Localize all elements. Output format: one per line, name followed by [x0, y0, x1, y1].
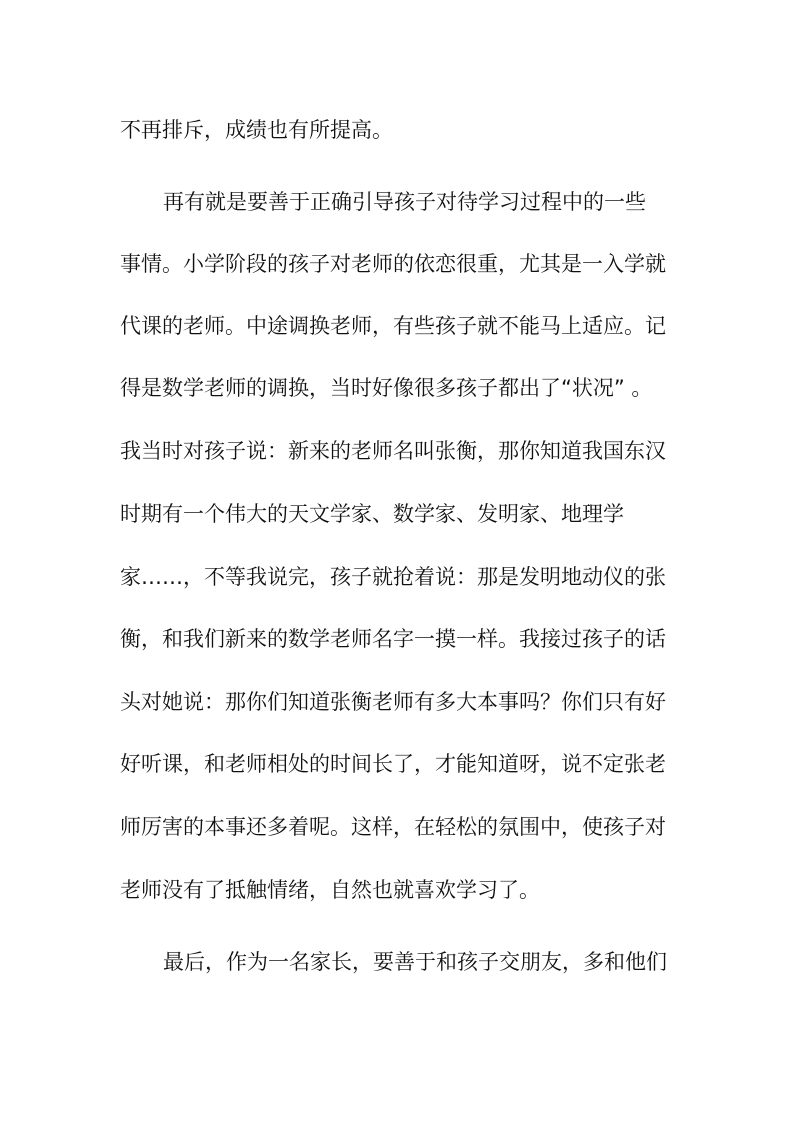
text-line: 事情。小学阶段的孩子对老师的依恋很重，尤其是一入学就	[120, 252, 666, 276]
paragraph-first-line: 再有就是要善于正确引导孩子对待学习过程中的一些	[163, 190, 646, 214]
text-line: 头对她说：那你们知道张衡老师有多大本事吗？你们只有好	[120, 690, 666, 714]
text-line: 好听课，和老师相处的时间长了，才能知道呀，说不定张老	[120, 752, 666, 776]
text-line: 老师没有了抵触情绪，自然也就喜欢学习了。	[120, 878, 540, 902]
text-line: 得是数学老师的调换，当时好像很多孩子都出了“状况” 。	[120, 376, 653, 400]
paragraph-first-line: 最后，作为一名家长，要善于和孩子交朋友，多和他们	[163, 950, 667, 974]
text-line: 师厉害的本事还多着呢。这样，在轻松的氛围中，使孩子对	[120, 815, 666, 839]
text-line: 代课的老师。中途调换老师，有些孩子就不能马上适应。记	[120, 314, 666, 338]
text-line: 不再排斥，成绩也有所提高。	[120, 118, 393, 142]
text-line: 衡，和我们新来的数学老师名字一摸一样。我接过孩子的话	[120, 627, 666, 651]
text-line: 时期有一个伟大的天文学家、数学家、发明家、地理学	[120, 502, 624, 526]
text-line: 家……，不等我说完，孩子就抢着说：那是发明地动仪的张	[120, 565, 666, 589]
text-line: 我当时对孩子说：新来的老师名叫张衡，那你知道我国东汉	[120, 439, 666, 463]
